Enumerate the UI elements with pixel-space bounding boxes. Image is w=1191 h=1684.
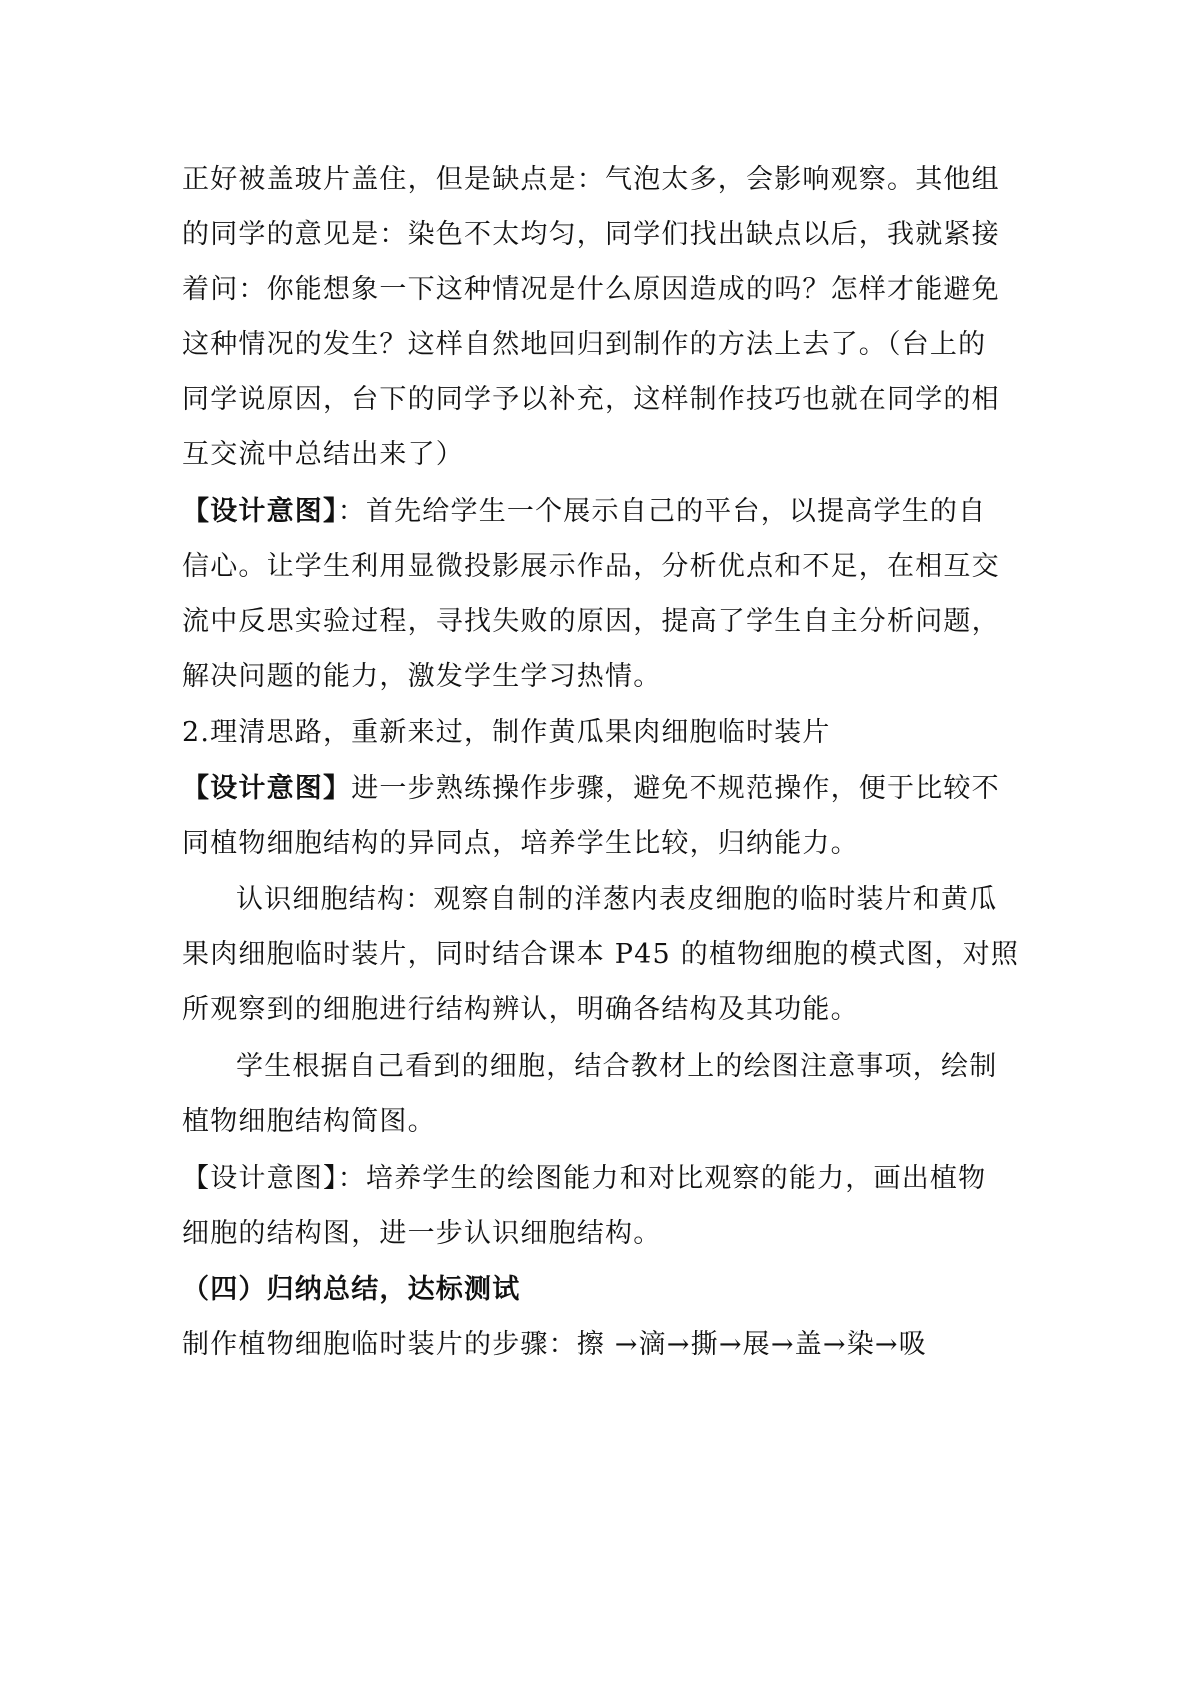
paragraph-line: 植物细胞结构简图。 xyxy=(182,1106,436,1137)
design-intent-line xyxy=(182,1162,1022,1196)
paragraph-line: 同植物细胞结构的异同点，培养学生比较，归纳能力。 xyxy=(182,828,859,859)
paragraph-line: 学生根据自己看到的细胞，结合教材上的绘图注意事项，绘制 xyxy=(236,1051,998,1082)
design-intent-tag: 【设计意图】 xyxy=(182,496,338,527)
section-heading: （四）归纳总结，达标测试 xyxy=(182,1274,521,1305)
design-intent-tag: 【设计意图】 xyxy=(182,1163,338,1194)
paragraph-line: 正好被盖玻片盖住，但是缺点是：气泡太多，会影响观察。其他组 xyxy=(182,164,1000,195)
design-intent-tag: 【设计意图】 xyxy=(182,773,352,804)
paragraph-line: 细胞的结构图，进一步认识细胞结构。 xyxy=(182,1218,662,1249)
paragraph-line: 流中反思实验过程，寻找失败的原因，提高了学生自主分析问题， xyxy=(182,606,1000,637)
design-intent-text: ：培养学生的绘图能力和对比观察的能力，画出植物 xyxy=(337,1163,987,1194)
paragraph-line: 信心。让学生利用显微投影展示作品，分析优点和不足，在相互交 xyxy=(182,551,1000,582)
paragraph-line: 果肉细胞临时装片，同时结合课本 P45 的植物细胞的模式图，对照 xyxy=(182,939,1020,970)
paragraph-line: 着问：你能想象一下这种情况是什么原因造成的吗？怎样才能避免 xyxy=(182,274,1000,305)
design-intent-line xyxy=(182,772,1022,806)
design-intent-line xyxy=(182,495,1022,529)
paragraph-line: 互交流中总结出来了） xyxy=(182,439,464,470)
design-intent-text: ：首先给学生一个展示自己的平台，以提高学生的自 xyxy=(337,496,987,527)
design-intent-text: 进一步熟练操作步骤，避免不规范操作，便于比较不 xyxy=(351,773,1000,804)
steps-line: 制作植物细胞临时装片的步骤：擦 →滴→撕→展→盖→染→吸 xyxy=(182,1329,927,1360)
step-2-line: 2.理清思路，重新来过，制作黄瓜果肉细胞临时装片 xyxy=(182,717,831,748)
paragraph-line: 的同学的意见是：染色不太均匀，同学们找出缺点以后，我就紧接 xyxy=(182,219,1000,250)
paragraph-line: 认识细胞结构：观察自制的洋葱内表皮细胞的临时装片和黄瓜 xyxy=(236,884,998,915)
paragraph-line: 同学说原因，台下的同学予以补充，这样制作技巧也就在同学的相 xyxy=(182,384,1000,415)
paragraph-line: 解决问题的能力，激发学生学习热情。 xyxy=(182,661,662,692)
paragraph-line: 这种情况的发生？这样自然地回归到制作的方法上去了。（台上的 xyxy=(182,329,987,360)
paragraph-line: 所观察到的细胞进行结构辨认，明确各结构及其功能。 xyxy=(182,994,859,1025)
